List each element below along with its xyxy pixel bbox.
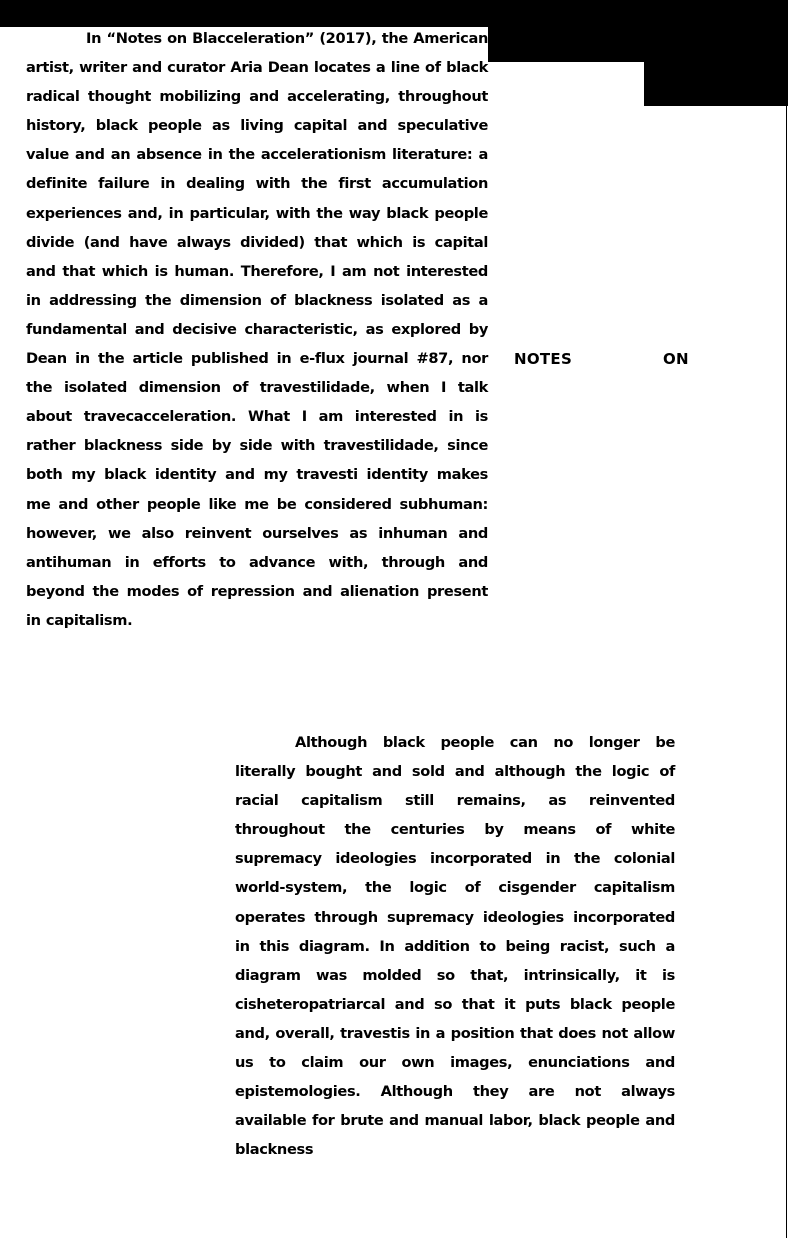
paragraph-left-column: In “Notes on Blacceleration” (2017), the American artist, writer and curator Aria Dean locates a line of black radical thought mobilizing and accelerating, throughout history, black people as living capital and speculative value and an absence in the accelerationism literature: a definite failure in dealing with the first accumulation experiences and, in particular, with the way black people divide (and have always divided) that which is capital and that which is human. Therefore, I am not interested in addressing the dimension of blackness isolated as a fundamental and decisive characteristic, as explored by Dean in the article published in e-flux journal #87, nor the isolated dimension of travestilidade, when I talk about travecacceleration. What I am interested in is rather blackness side by side with travestilidade, since both my black identity and my travesti identity makes me and other people like me be considered subhuman: however, we also reinvent ourselves as inhuman and antihuman in efforts to advance with, through and beyond the modes of repression and alienation present in capitalism. — [26, 30, 488, 629]
paragraph-right-column: Although black people can no longer be literally bought and sold and although the logic of racial capitalism still remains, as reinvented throughout the centuries by means of white supremacy ideologies incorporated in the colonial world-system, the logic of cisgender capitalism operates through supremacy ideologies incorporated in this diagram. In addition to being racist, such a diagram was molded so that, intrinsically, it is cisheteropatriarcal and so that it puts black people and, overall, travestis in a position that does not allow us to claim our own images, enunciations and epistemologies. Although they are not always available for brute and manual labor, black people and blackness — [235, 734, 675, 1159]
right-black-block-lower — [644, 62, 788, 106]
right-edge-line — [786, 106, 787, 1238]
top-black-bar — [0, 0, 788, 27]
top-right-black-block — [488, 27, 788, 62]
title-word-on: ON — [663, 350, 689, 368]
title-word-notes: NOTES — [514, 350, 573, 368]
